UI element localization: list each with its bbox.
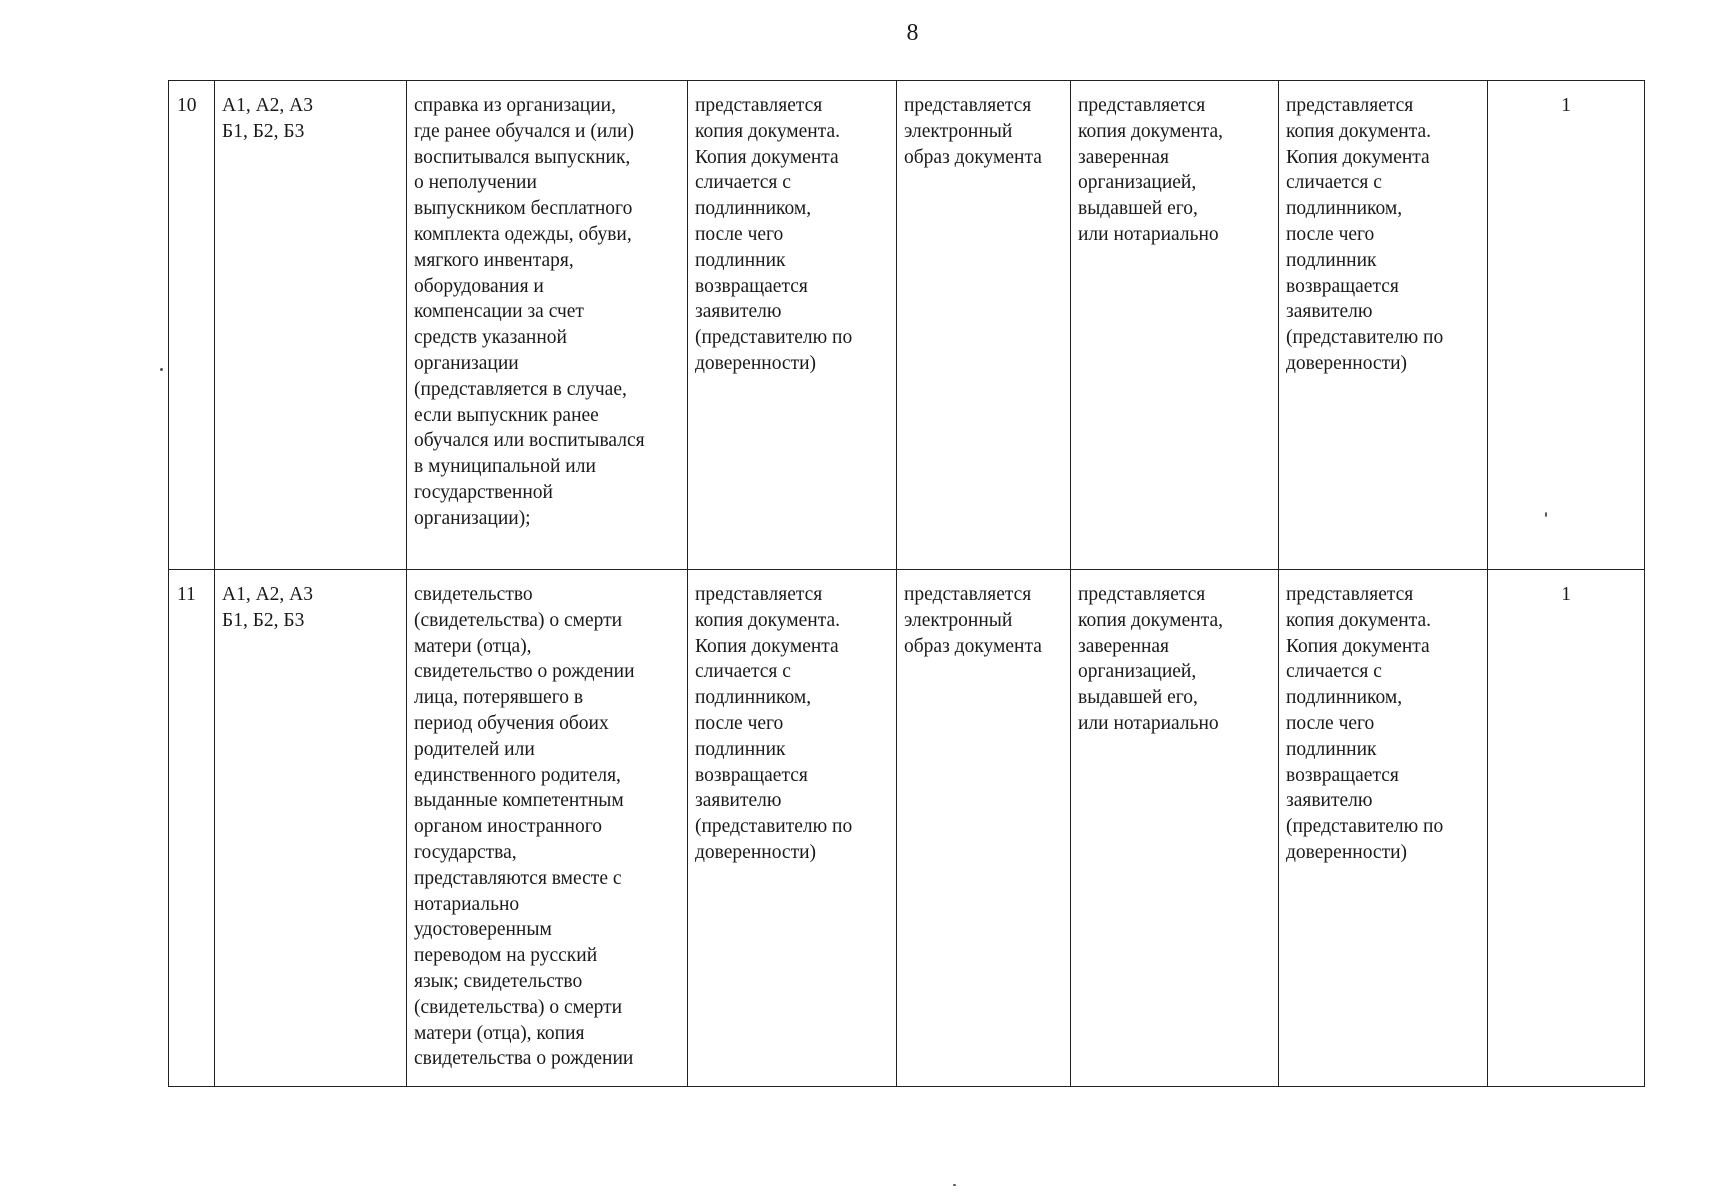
electronic-submission: представляется электронный образ документа (897, 570, 1071, 1087)
scan-speck (953, 1184, 956, 1186)
mfc-submission: представляется копия документа. Копия документа сличается с подлинником, после чего подлинник возвращается заявителю (представителю по доверенности) (1279, 81, 1488, 570)
applicant-categories: А1, А2, А3 Б1, Б2, Б3 (215, 570, 407, 1087)
in-person-submission: представляется копия документа. Копия документа сличается с подлинником, после чего подлинник возвращается заявителю (представителю по доверенности) (688, 81, 897, 570)
mail-submission: представляется копия документа, заверенная организацией, выдавшей его, или нотариально (1071, 570, 1279, 1087)
applicant-categories: А1, А2, А3 Б1, Б2, Б3 (215, 81, 407, 570)
row-number: 11 (169, 570, 215, 1087)
copies-count: 1 (1488, 81, 1645, 570)
scan-speck (160, 368, 163, 371)
document-description: справка из организации, где ранее обучался и (или) воспитывался выпускник, о неполучении выпускником бесплатного комплекта одежды, обуви, мягкого инвентаря, оборудования и компенсации за счет средств указанной организации (представляется в случае, если выпускник ранее обучался или воспитывался в муниципальной или государственной организации); (407, 81, 688, 570)
in-person-submission: представляется копия документа. Копия документа сличается с подлинником, после чего подлинник возвращается заявителю (представителю по доверенности) (688, 570, 897, 1087)
table-row (169, 81, 1645, 570)
row-number: 10 (169, 81, 215, 570)
page-number: 8 (906, 20, 919, 46)
document-description: свидетельство (свидетельства) о смерти матери (отца), свидетельство о рождении лица, потерявшего в период обучения обоих родителей или единственного родителя, выданные компетентным органом иностранного государства, представляются вместе с нотариально удостоверенным переводом на русский язык; свидетельство (свидетельства) о смерти матери (отца), копия свидетельства о рождении (407, 570, 688, 1087)
mfc-submission: представляется копия документа. Копия документа сличается с подлинником, после чего подлинник возвращается заявителю (представителю по доверенности) (1279, 570, 1488, 1087)
mail-submission: представляется копия документа, заверенная организацией, выдавшей его, или нотариально (1071, 81, 1279, 570)
documents-table (168, 80, 1645, 1087)
copies-count: 1 (1488, 570, 1645, 1087)
scan-speck (1545, 512, 1547, 517)
table-row (169, 570, 1645, 1087)
electronic-submission: представляется электронный образ документа (897, 81, 1071, 570)
